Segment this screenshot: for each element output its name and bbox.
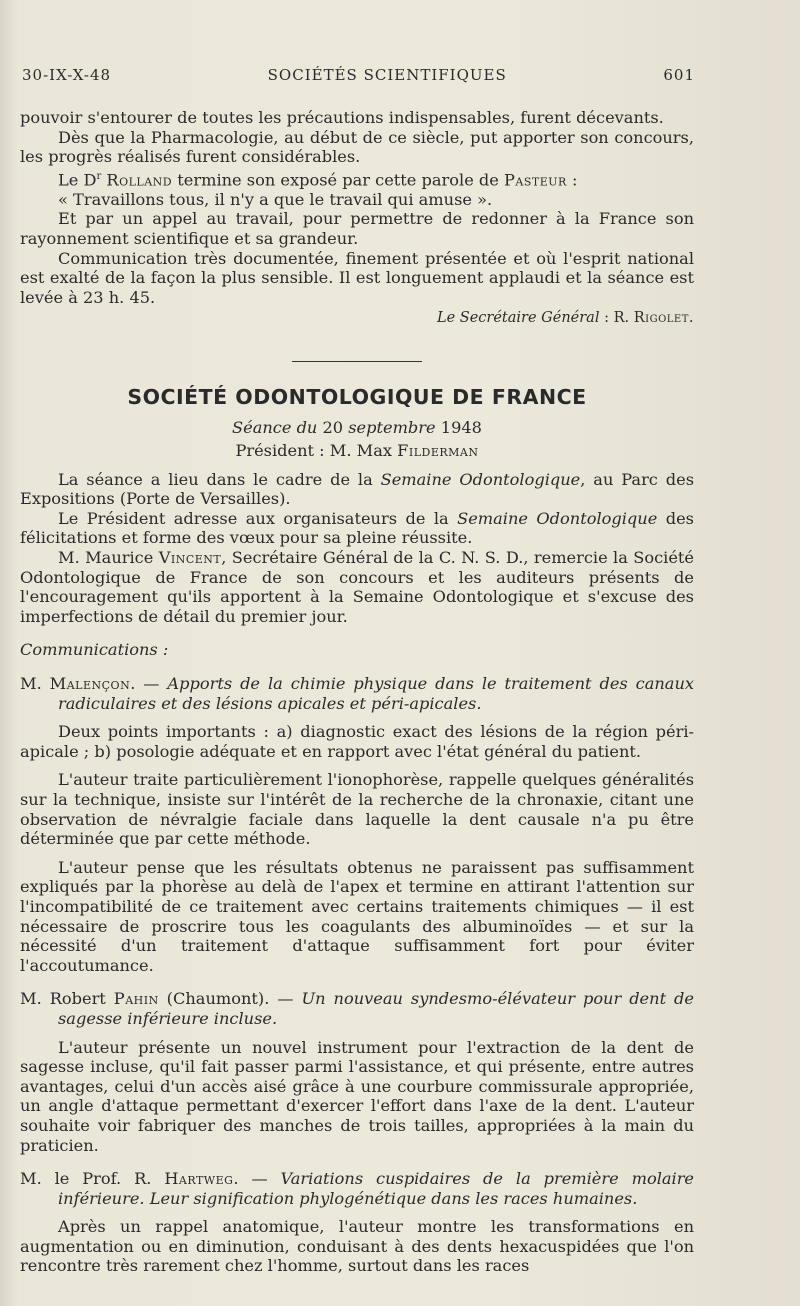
running-header [22, 66, 695, 84]
paragraph-rolland: Le $D^r$ Rolland termine son exposé par cette parole de Pasteur : [58, 170, 578, 190]
communications-heading: Communications : [20, 640, 169, 660]
communication-malencon-title: M. Malençon. — Apports de la chimie physique dans le traitement des canaux radiculaires et des lésions apicales et péri-apicales. [20, 674, 694, 713]
paragraph-malencon-1: Deux points importants : a) diagnostic exact des lésions de la région péri-apicale ; b) posologie adéquate et en rapport avec l'état général du patient. [20, 722, 694, 761]
society-title: SOCIÉTÉ ODONTOLOGIQUE DE FRANCE [127, 384, 587, 409]
paragraph-communication: Communication très documentée, finement présentée et où l'esprit national est exalté de la façon la plus sensible. Il est longuement applaudi et la séance est levée à 23 h. 45. [20, 248, 694, 307]
communication-hartweg-title: M. le Prof. R. Hartweg. — Variations cuspidaires de la première molaire inférieure. Leur signification phylogénétique dans les races humaines. [20, 1169, 695, 1208]
header-page-number: 601 [663, 66, 695, 84]
paragraph-pharmacology: Dès que la Pharmacologie, au début de ce siècle, put apporter son concours, les progrès réalisés furent considérables. [20, 127, 694, 167]
president-line: Président : M. Max Filderman [235, 441, 479, 461]
paragraph-vincent: M. Maurice Vincent, Secrétaire Général de la C. N. S. D., remercie la Société Odontologique de France de son concours et les auditeurs présents de l'encouragement qu'ils apportent à la Semaine Odontologique et s'excuse des imperfections de détail du premier jour. [20, 548, 694, 626]
section-divider [292, 361, 422, 362]
paragraph-president-thanks: Le Président adresse aux organisateurs de la Semaine Odontologique des félicitations et forme des vœux pour sa pleine réussite. [20, 508, 694, 548]
paragraph-continued: pouvoir s'entourer de toutes les précautions indispensables, furent décevants. [20, 108, 664, 127]
text-column [20, 108, 694, 1276]
paragraph-hartweg-1: Après un rappel anatomique, l'auteur montre les transformations en augmentation ou en diminution, conduisant à des dents hexacuspidées que l'on rencontre très rarement chez l'homme, surtout dans les races [20, 1217, 694, 1276]
header-date: 30-IX-X-48 [22, 66, 112, 84]
paragraph-malencon-3: L'auteur pense que les résultats obtenus ne paraissent pas suffisamment expliqués par la phorèse au delà de l'apex et termine en attirant l'attention sur l'incompatibilité de ce traitement avec certains traitements chimiques — il est nécessaire de proscrire tous les coagulants des albuminoïdes — et sur la nécessité d'un traitement d'attaque suffisamment fort pour éviter l'accoutumance. [20, 857, 694, 975]
session-date: Séance du 20 septembre 1948 [232, 417, 482, 437]
paragraph-venue: La séance a lieu dans le cadre de la Semaine Odontologique, au Parc des Expositions (Porte de Versailles). [20, 469, 695, 509]
person-pasteur: Pasteur [504, 170, 567, 190]
paragraph-pahin-1: L'auteur présente un nouvel instrument pour l'extraction de la dent de sagesse incluse, qu'il fait passer parmi l'assistance, et qui présente, entre autres avantages, celui d'un accès aisé grâce à une courbure commissurale appropriée, un angle d'attaque permettant d'exercer l'effort dans l'axe de la dent. L'auteur souhaite voir fabriquer des manches de trois tailles, appropriées à la main du praticien. [20, 1037, 694, 1155]
person-rolland: Rolland [106, 170, 173, 190]
header-journal: SOCIÉTÉS SCIENTIFIQUES [267, 66, 507, 84]
quote-pasteur: « Travaillons tous, il n'y a que le travail qui amuse ». [58, 189, 493, 209]
signature: Le Secrétaire Général : R. Rigolet. [436, 310, 694, 327]
communication-pahin-title: M. Robert Pahin (Chaumont). — Un nouveau syndesmo-élévateur pour dent de sagesse inférieure incluse. [20, 989, 694, 1028]
paragraph-malencon-2: L'auteur traite particulièrement l'ionophorèse, rappelle quelques généralités sur la technique, insiste sur l'intérêt de la recherche de la chronaxie, citant une observation de névralgie faciale dans laquelle la dent causale n'a pu être déterminée que par cette méthode. [20, 770, 694, 849]
paragraph-appeal: Et par un appel au travail, pour permettre de redonner à la France son rayonnement scientifique et sa grandeur. [20, 209, 694, 248]
